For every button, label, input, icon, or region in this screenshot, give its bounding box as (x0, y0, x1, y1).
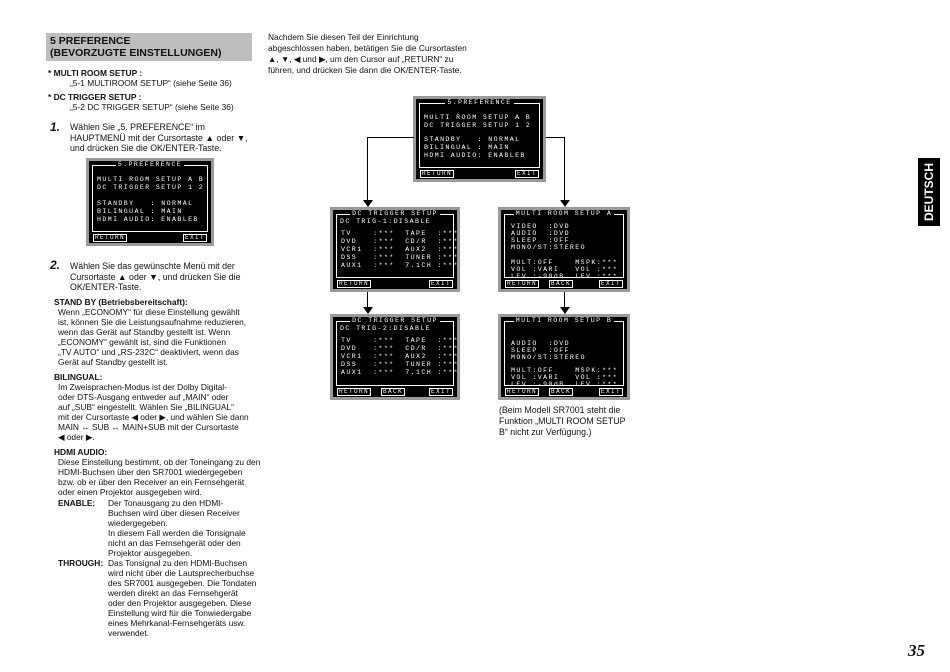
lcd-back-button: BACK (551, 388, 572, 395)
through-line: des SR7001 ausgegeben. Die Tondaten (108, 578, 257, 588)
enable-line: Der Tonausgang zu den HDMI- (108, 498, 224, 508)
midtext-line: Nachdem Sie diesen Teil der Einrichtung (268, 32, 419, 42)
bilingual-line: auf „SUB“ eingestellt. Wählen Sie „BILINGUAL“ (58, 402, 234, 412)
standby-text (58, 307, 246, 367)
lcd-line: HDMI AUDIO: ENABLEB (424, 152, 526, 159)
model-caption (499, 405, 625, 438)
note-multiroom-body: „5-1 MULTIROOM SETUP“ (siehe Seite 36) (70, 78, 232, 88)
lcd-line: BILINGUAL : MAIN (97, 208, 183, 215)
note-multiroom-title: * MULTI ROOM SETUP : (48, 68, 143, 78)
midtext-line: ▲, ▼, ◀ und ▶, um den Cursor auf „RETURN“ zu (268, 54, 454, 64)
lcd-line: VOL :VARI VOL :*** (511, 266, 619, 273)
lcd-back-button: BACK (383, 388, 404, 395)
dc-trigger-2-screen (330, 314, 460, 400)
lcd-return-button: RETURN (339, 280, 370, 287)
hdmi-line: HDMI-Buchsen über den SR7001 wiedergegeben (58, 467, 243, 477)
bilingual-line: MAIN ↔ SUB ↔ MAIN+SUB mit der Cursortaste (58, 422, 239, 432)
step-2-line-1: Wählen Sie das gewünschte Menü mit der (70, 261, 235, 271)
lcd-line: MONO/ST:STEREO (511, 354, 586, 361)
lcd-exit-button: EXIT (430, 280, 451, 287)
arrow-line (367, 137, 368, 201)
standby-line: Wenn „ECONOMY“ für diese Einstellung gewählt (58, 307, 240, 317)
lcd-exit-button: EXIT (430, 388, 451, 395)
lcd-line: BILINGUAL : MAIN (424, 144, 510, 151)
step-2-line-2: Cursortaste ▲ oder ▼, und drücken Sie die (70, 271, 241, 282)
lcd-line: MULT:OFF MSPK:*** (511, 367, 619, 374)
lcd-subtitle: DC TRIG-1:DISABLE (340, 218, 432, 225)
step-1-line-3: und drücken Sie die OK/ENTER-Taste. (70, 143, 222, 153)
step-1-line-1: Wählen Sie „5. PREFERENCE“ im (70, 122, 205, 132)
arrow-line (367, 137, 414, 138)
lcd-line: MULTI ROOM SETUP A B (97, 176, 205, 183)
lcd-line: VIDEO :DVD (511, 223, 570, 230)
hdmi-line: oder einen Projektor ausgegeben wird. (58, 487, 202, 497)
lcd-line: DC TRIGGER SETUP 1 2 (424, 122, 532, 129)
return-instruction-text (268, 32, 467, 76)
caption-line: B“ nicht zur Verfügung.) (499, 427, 592, 437)
arrow-line (564, 137, 565, 201)
through-line: wird nicht über die Lautsprecherbuchse (108, 568, 255, 578)
section-heading (46, 33, 252, 61)
lcd-line: TV :*** TAPE :*** (341, 230, 459, 237)
lcd-title: DC TRIGGER SETUP (352, 317, 438, 324)
lcd-line: VCR1 :*** AUX2 :*** (341, 353, 459, 360)
preference-screen-small (86, 158, 214, 246)
lcd-exit-button: EXIT (184, 234, 205, 241)
note-dctrigger-body: „5-2 DC TRIGGER SETUP“ (siehe Seite 36) (70, 102, 234, 112)
bilingual-line: oder DTS-Ausgang entweder auf „MAIN“ oder (58, 392, 229, 402)
caption-line: (Beim Modell SR7001 steht die (499, 405, 621, 415)
through-label: THROUGH: (58, 558, 104, 568)
lcd-line: MULT:OFF MSPK:*** (511, 259, 619, 266)
bilingual-title: BILINGUAL: (54, 372, 103, 382)
multi-room-a-screen (498, 207, 630, 292)
lcd-return-button: RETURN (95, 234, 126, 241)
standby-title: STAND BY (Betriebsbereitschaft): (54, 297, 188, 307)
arrow-down-icon (363, 307, 373, 314)
through-line: werden direkt an das Fernsehgerät (108, 588, 238, 598)
arrow-down-icon (560, 307, 570, 314)
hdmi-line: Diese Einstellung bestimmt, ob der Toneingang zu den (58, 457, 261, 467)
bilingual-line: Im Zweisprachen-Modus ist der Dolby Digital- (58, 382, 227, 392)
lcd-line: AUX1 :*** 7.1CH :*** (341, 369, 459, 376)
lcd-line: DSS :*** TUNER :*** (341, 254, 459, 261)
standby-line: wenn das Gerät auf Standby gestellt ist. Wenn (58, 327, 231, 337)
lcd-exit-button: EXIT (516, 170, 537, 177)
standby-line: Gerät auf Standby gestellt ist. (58, 357, 168, 367)
through-text (108, 558, 256, 638)
lcd-title: 5.PREFERENCE (117, 161, 183, 168)
lcd-return-button: RETURN (507, 280, 538, 287)
lcd-back-button: BACK (551, 280, 572, 287)
standby-line: ist, können Sie die Leistungsaufnahme reduzieren, (58, 317, 247, 327)
lcd-line: SLEEP :OFF (511, 347, 570, 354)
bilingual-text (58, 382, 249, 442)
lcd-title: 5.PREFERENCE (447, 99, 512, 106)
enable-line: wiedergegeben. (108, 518, 168, 528)
through-line: verwendet. (108, 628, 149, 638)
multi-room-b-screen (498, 314, 630, 400)
bilingual-line: ◀ oder ▶. (58, 432, 95, 442)
standby-line: „ECONOMY“ gewählt ist, sind die Funktionen (58, 337, 227, 347)
arrow-down-icon (560, 200, 570, 207)
preference-screen (413, 96, 546, 182)
lcd-line: SLEEP :OFF (511, 237, 570, 244)
step-2-line-3: OK/ENTER-Taste. (70, 282, 142, 292)
step-1-number: 1. (50, 120, 61, 134)
dc-trigger-1-screen (330, 207, 460, 292)
enable-line: In diesem Fall werden die Tonsignale (108, 528, 246, 538)
lcd-line: DC TRIGGER SETUP 1 2 (97, 184, 205, 191)
lcd-line: DVD :*** CD/R :*** (341, 238, 459, 245)
enable-label: ENABLE: (58, 498, 96, 508)
lcd-line: MONO/ST:STEREO (511, 244, 586, 251)
arrow-line (564, 292, 565, 308)
lcd-return-button: RETURN (422, 170, 453, 177)
through-line: Das Tonsignal zu den HDMI-Buchsen (108, 558, 248, 568)
lcd-line: VOL :VARI VOL :*** (511, 374, 619, 381)
lcd-exit-button: EXIT (600, 280, 621, 287)
lcd-line: STANDBY : NORMAL (424, 136, 521, 143)
lcd-title: DC TRIGGER SETUP (352, 210, 438, 217)
through-line: oder den Projektor ausgegeben. Diese (108, 598, 252, 608)
heading-line-1: 5 PREFERENCE (50, 35, 131, 47)
enable-line: Projektor ausgegeben. (108, 548, 193, 558)
through-line: Einstellung wird für die Tonwiedergabe (108, 608, 252, 618)
lcd-return-button: RETURN (339, 388, 370, 395)
lcd-subtitle: DC TRIG-2:DISABLE (340, 325, 432, 332)
lcd-line: AUX1 :*** 7.1CH :*** (341, 262, 459, 269)
language-tab (918, 158, 940, 226)
hdmi-line: bzw. ob er über den Receiver an ein Fernsehgerät (58, 477, 245, 487)
lcd-line: LEV :-90dB LEV :*** (511, 273, 619, 280)
step-1-line-2: HAUPTMENÜ mit der Cursortaste ▲ oder ▼, (70, 132, 248, 143)
arrow-line (546, 137, 564, 138)
page-number: 35 (908, 641, 925, 660)
lcd-title: MULTI ROOM SETUP B (515, 317, 613, 324)
step-2-number: 2. (50, 258, 61, 272)
arrow-line (367, 292, 368, 308)
lcd-line: VCR1 :*** AUX2 :*** (341, 246, 459, 253)
heading-line-2: (BEVORZUGTE EINSTELLUNGEN) (50, 47, 222, 59)
lcd-line: AUDIO :DVD (511, 230, 570, 237)
lcd-line: LEV :-90dB LEV :*** (511, 381, 619, 388)
lcd-line: TV :*** TAPE :*** (341, 337, 459, 344)
caption-line: Funktion „MULTI ROOM SETUP (499, 416, 626, 426)
hdmi-title: HDMI AUDIO: (54, 447, 108, 457)
lcd-line: STANDBY : NORMAL (97, 200, 194, 207)
arrow-down-icon (363, 200, 373, 207)
enable-text (108, 498, 246, 558)
language-tab-label: DEUTSCH (922, 162, 936, 222)
step-1-text (70, 122, 248, 154)
bilingual-line: mit der Cursortaste ◀ oder ▶, und wählen Sie dann (58, 412, 249, 422)
lcd-line: DVD :*** CD/R :*** (341, 345, 459, 352)
lcd-line: AUDIO :DVD (511, 340, 570, 347)
enable-line: Buchsen wird über diesen Receiver (108, 508, 240, 518)
lcd-return-button: RETURN (507, 388, 538, 395)
note-dctrigger-title: * DC TRIGGER SETUP : (48, 92, 142, 102)
midtext-line: abgeschlossen haben, betätigen Sie die Cursortasten (268, 43, 467, 53)
standby-line: „TV AUTO“ und „RS-232C“ deaktiviert, wenn das (58, 347, 239, 357)
lcd-title: MULTI ROOM SETUP A (515, 210, 613, 217)
step-2-text (70, 261, 240, 293)
enable-line: nicht an das Fernsehgerät oder den (108, 538, 241, 548)
midtext-line: führen, und drücken Sie dann die OK/ENTER-Taste. (268, 65, 462, 75)
through-line: eines Mehrkanal-Fernsehgeräts usw. (108, 618, 246, 628)
lcd-exit-button: EXIT (600, 388, 621, 395)
lcd-line: DSS :*** TUNER :*** (341, 361, 459, 368)
lcd-line: HDMI AUDIO: ENABLEB (97, 216, 199, 223)
lcd-line: MULTI ROOM SETUP A B (424, 114, 532, 121)
hdmi-text (58, 457, 260, 497)
